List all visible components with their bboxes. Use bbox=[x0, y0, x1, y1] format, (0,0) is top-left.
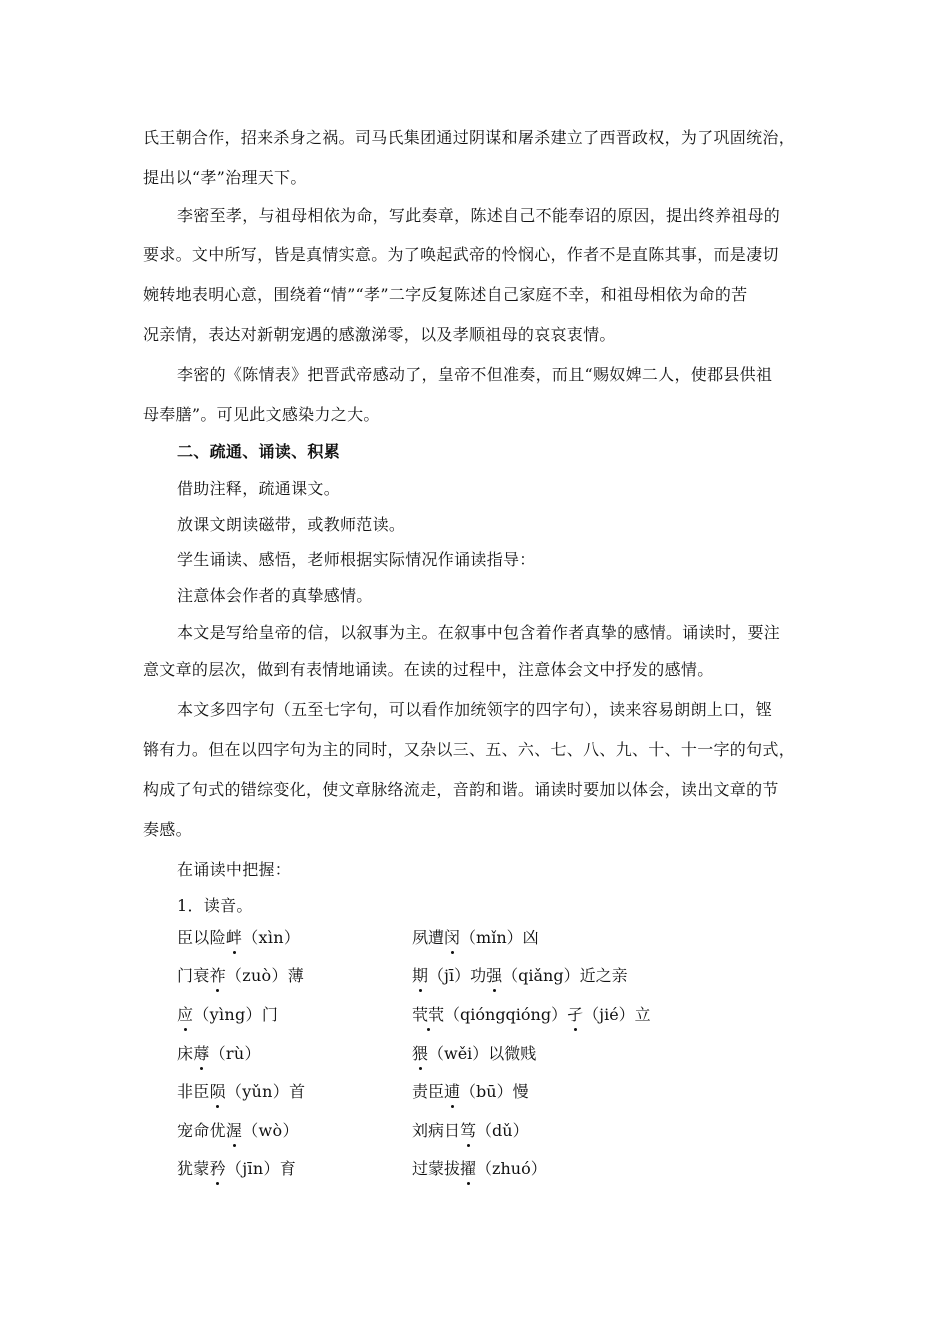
pronunciation-item: 猥（wěi）以微贱 bbox=[412, 1044, 537, 1063]
emphasis-dot-char: 茕茕 bbox=[412, 1005, 445, 1024]
pronunciation-item: 刘病日笃（dǔ） bbox=[412, 1121, 529, 1140]
pronunciation-item: 夙遭闵（mǐn）凶 bbox=[412, 928, 539, 947]
emphasis-dot-char: 笃 bbox=[460, 1121, 477, 1140]
pronunciation-item: 应（yìng）门 bbox=[177, 1005, 279, 1024]
paragraph-line: 在诵读中把握： bbox=[177, 860, 292, 879]
emphasis-dot-char: 渥 bbox=[225, 1121, 243, 1140]
emphasis-dot-char: 孑 bbox=[567, 1005, 584, 1024]
paragraph-line: 母奉膳”。可见此文感染力之大。 bbox=[143, 405, 380, 424]
paragraph-line: 借助注释，疏通课文。 bbox=[177, 479, 341, 498]
paragraph-line: 要求。文中所写，皆是真情实意。为了唤起武帝的怜悯心，作者不是直陈其事，而是凄切 bbox=[143, 245, 779, 264]
emphasis-dot-char: 擢 bbox=[460, 1159, 477, 1178]
paragraph-line: 学生诵读、感悟，老师根据实际情况作诵读指导： bbox=[177, 550, 536, 569]
paragraph-line: 婉转地表明心意，围绕着“情”“孝”二字反复陈述自己家庭不幸，和祖母相依为命的苦 bbox=[143, 285, 748, 304]
emphasis-dot-char: 逋 bbox=[444, 1082, 461, 1101]
pronunciation-item: 门衰祚（zuò）薄 bbox=[177, 966, 305, 985]
paragraph-line: 况亲情，表达对新朝宠遇的感激涕零，以及孝顺祖母的哀哀衷情。 bbox=[143, 325, 616, 344]
pronunciation-item: 非臣陨（yǔn）首 bbox=[177, 1082, 306, 1101]
paragraph-line: 李密至孝，与祖母相依为命，写此奏章，陈述自己不能奉诏的原因，提出终养祖母的 bbox=[177, 206, 781, 225]
emphasis-dot-char: 期 bbox=[412, 966, 429, 985]
pronunciation-item: 床蓐（rù） bbox=[177, 1044, 261, 1063]
paragraph-line: 本文多四字句（五至七字句，可以看作加统领字的四字句），读来容易朗朗上口，铿 bbox=[177, 700, 773, 719]
paragraph-line: 放课文朗读磁带，或教师范读。 bbox=[177, 515, 406, 534]
paragraph-line: 氏王朝合作，招来杀身之祸。司马氏集团通过阴谋和屠杀建立了西晋政权，为了巩固统治， bbox=[143, 128, 796, 147]
list-heading: 1．读音。 bbox=[177, 896, 253, 915]
paragraph-line: 注意体会作者的真挚感情。 bbox=[177, 586, 373, 605]
pronunciation-item: 责臣逋（bū）慢 bbox=[412, 1082, 529, 1101]
emphasis-dot-char: 祚 bbox=[209, 966, 226, 985]
paragraph-line: 构成了句式的错综变化，使文章脉络流走，音韵和谐。诵读时要加以体会，读出文章的节 bbox=[143, 780, 779, 799]
emphasis-dot-char: 猥 bbox=[412, 1044, 429, 1063]
emphasis-dot-char: 衅 bbox=[225, 928, 243, 947]
paragraph-line: 本文是写给皇帝的信，以叙事为主。在叙事中包含着作者真挚的感情。诵读时，要注 bbox=[177, 623, 781, 642]
pronunciation-item: 茕茕（qióngqióng）孑（jié）立 bbox=[412, 1005, 651, 1024]
emphasis-dot-char: 矜 bbox=[209, 1159, 226, 1178]
pronunciation-item: 犹蒙矜（jīn）育 bbox=[177, 1159, 297, 1178]
pronunciation-item: 宠命优渥（wò） bbox=[177, 1121, 299, 1140]
emphasis-dot-char: 应 bbox=[177, 1005, 194, 1024]
pronunciation-item: 臣以险衅（xìn） bbox=[177, 928, 301, 947]
paragraph-line: 奏感。 bbox=[143, 820, 192, 839]
emphasis-dot-char: 蓐 bbox=[193, 1044, 210, 1063]
section-heading: 二、疏通、诵读、积累 bbox=[177, 442, 341, 461]
paragraph-line: 锵有力。但在以四字句为主的同时，又杂以三、五、六、七、八、九、十、十一字的句式， bbox=[143, 740, 796, 759]
paragraph-line: 意文章的层次，做到有表情地诵读。在读的过程中，注意体会文中抒发的感情。 bbox=[143, 660, 714, 679]
pronunciation-item: 过蒙拔擢（zhuó） bbox=[412, 1159, 547, 1178]
paragraph-line: 李密的《陈情表》把晋武帝感动了，皇帝不但准奏，而且“赐奴婢二人，使郡县供祖 bbox=[177, 365, 773, 384]
paragraph-line: 提出以“孝”治理天下。 bbox=[143, 168, 307, 187]
emphasis-dot-char: 闵 bbox=[444, 928, 461, 947]
emphasis-dot-char: 强 bbox=[486, 966, 503, 985]
emphasis-dot-char: 陨 bbox=[209, 1082, 226, 1101]
pronunciation-item: 期（jī）功强（qiǎng）近之亲 bbox=[412, 966, 628, 985]
